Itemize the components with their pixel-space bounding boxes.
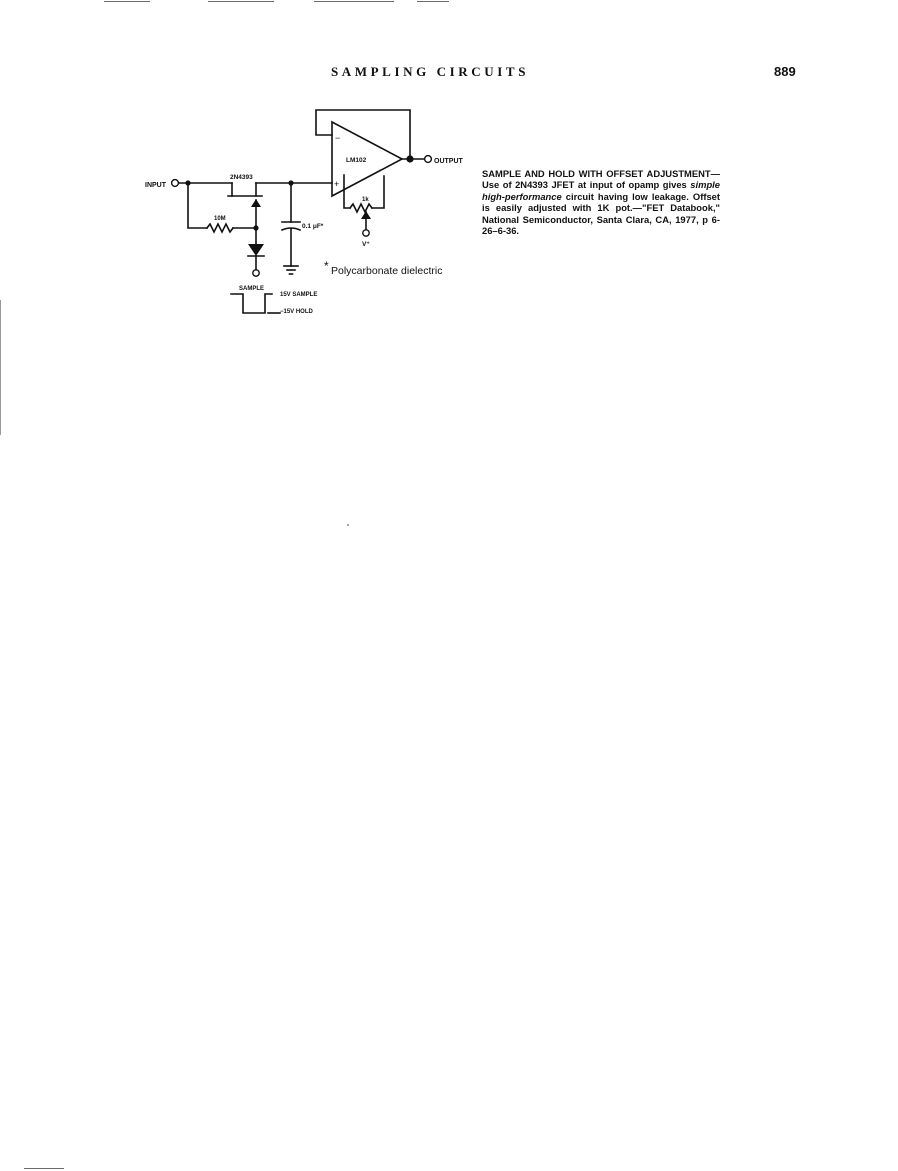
supply-terminal (363, 230, 369, 236)
junction-dot (253, 225, 258, 230)
pot-wire-right (372, 176, 384, 208)
caption-body-start: —Use of 2N4393 JFET at input of opamp gives (482, 168, 720, 191)
running-head: SAMPLING CIRCUITS (330, 64, 530, 79)
footnote-mark: * (324, 259, 329, 273)
pot-label: 1k (362, 197, 369, 203)
scan-artifact (24, 1168, 64, 1169)
feedback-wire (316, 110, 410, 159)
input-label: INPUT (145, 182, 166, 189)
page-number: 889 (774, 64, 796, 79)
input-terminal (172, 180, 179, 187)
opamp-label: LM102 (346, 157, 367, 164)
scan-speck (347, 524, 349, 526)
caption-body-end: circuit having low leakage. Offset is easily adjusted with 1K pot.—"FET Databook," National Semiconductor, Santa Clara, CA, 1977, p 6-26–6-36. (482, 190, 720, 237)
pot-wire-left (344, 175, 350, 208)
scan-artifact (0, 300, 1, 435)
resistor-10m-label: 10M (214, 216, 226, 222)
supply-label: V⁺ (362, 241, 370, 248)
scan-artifact (104, 1, 150, 2)
figure-caption (482, 168, 720, 236)
noninverting-sign: + (334, 179, 340, 189)
scan-artifact (314, 1, 394, 2)
junction-dot (288, 180, 293, 185)
caption-emphasis: simple high-performance (482, 179, 720, 202)
sample-label: SAMPLE (239, 286, 265, 292)
junction-dot (185, 180, 190, 185)
fet-label: 2N4393 (230, 174, 253, 181)
sample-waveform (231, 294, 272, 313)
output-terminal (425, 156, 432, 163)
junction-dot (406, 155, 413, 162)
circuit-schematic (130, 100, 500, 320)
opamp-symbol (332, 122, 402, 196)
fet-gate-arrow (251, 199, 261, 207)
diode-triangle (248, 244, 264, 256)
sample-terminal (253, 270, 259, 276)
inverting-sign: − (335, 133, 341, 143)
sample-level-label: 15V SAMPLE (280, 292, 318, 298)
caption-title: SAMPLE AND HOLD WITH OFFSET ADJUSTMENT (482, 168, 711, 179)
output-label: OUTPUT (434, 158, 463, 165)
pot-wiper-arrow (361, 211, 371, 219)
scan-artifact (417, 1, 449, 2)
scan-artifact (208, 1, 274, 2)
potentiometer (350, 204, 372, 212)
hold-level-label: −15V HOLD (280, 309, 313, 315)
resistor-10m (207, 224, 233, 232)
capacitor-label: 0.1 μF* (302, 223, 324, 230)
bypass-wire (188, 183, 207, 228)
footnote-text: Polycarbonate dielectric (331, 265, 443, 277)
